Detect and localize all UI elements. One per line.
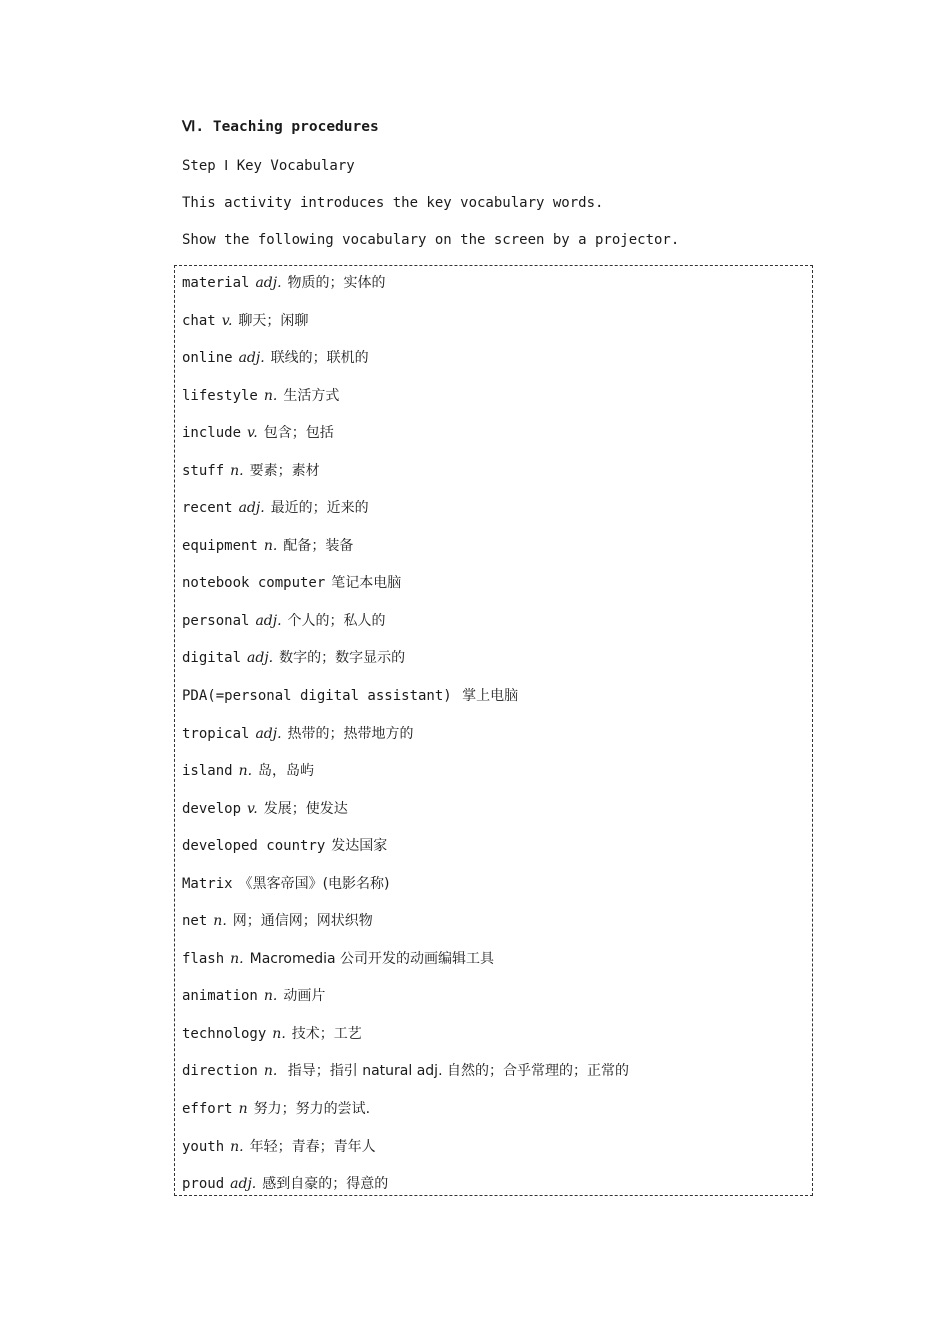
section-heading: Ⅵ. Teaching procedures [182, 119, 379, 135]
vocabulary-item [182, 610, 629, 648]
vocabulary-item [182, 948, 629, 986]
vocabulary-part-of-speech: n. [238, 763, 253, 780]
vocabulary-meaning: 岛，岛屿 [258, 763, 315, 780]
vocabulary-word: flash [182, 950, 225, 967]
vocabulary-meaning: 要素；素材 [249, 462, 320, 479]
vocabulary-part-of-speech: adj. [230, 1176, 257, 1193]
vocabulary-word: recent [182, 500, 233, 517]
vocabulary-part-of-speech: n. [230, 950, 244, 967]
vocabulary-meaning: 数字的；数字显示的 [279, 650, 406, 667]
vocabulary-part-of-speech: n. [263, 988, 278, 1005]
vocabulary-meaning: Macromedia 公司开发的动画编辑工具 [249, 950, 495, 967]
vocabulary-part-of-speech: n. [230, 1138, 244, 1155]
vocabulary-meaning: 生活方式 [283, 387, 340, 404]
vocabulary-word: proud [182, 1176, 225, 1193]
vocabulary-word: lifestyle [182, 387, 258, 404]
vocabulary-item [182, 835, 629, 873]
vocabulary-word: island [182, 763, 233, 780]
vocabulary-meaning: 联线的；联机的 [270, 350, 369, 367]
vocabulary-meaning: 聊天；闲聊 [238, 312, 309, 329]
vocabulary-part-of-speech: n. [272, 1025, 286, 1042]
vocabulary-meaning: 个人的；私人的 [287, 612, 386, 629]
vocabulary-item [182, 422, 629, 460]
vocabulary-word: digital [182, 650, 242, 667]
vocabulary-meaning: 技术；工艺 [291, 1025, 362, 1042]
vocabulary-meaning: 感到自豪的；得意的 [262, 1176, 389, 1193]
vocabulary-meaning: 指导；指引 natural adj. 自然的；合乎常理的；正常的 [283, 1063, 629, 1080]
vocabulary-word: equipment [182, 537, 258, 554]
vocabulary-item [182, 910, 629, 948]
vocabulary-part-of-speech: n [238, 1101, 248, 1118]
vocabulary-word: develop [182, 800, 242, 817]
vocabulary-part-of-speech: v. [247, 425, 258, 442]
vocabulary-meaning: 年轻；青春；青年人 [249, 1138, 376, 1155]
step-title: Step Ⅰ Key Vocabulary [182, 158, 355, 174]
vocabulary-meaning: 网；通信网；网状织物 [232, 913, 373, 930]
vocabulary-item [182, 873, 629, 911]
vocabulary-word: tropical [182, 725, 250, 742]
vocabulary-part-of-speech: adj. [255, 612, 282, 629]
vocabulary-item [182, 535, 629, 573]
vocabulary-word: chat [182, 312, 216, 329]
vocabulary-item [182, 1173, 629, 1211]
vocabulary-word: youth [182, 1138, 225, 1155]
vocabulary-part-of-speech: n. [263, 537, 278, 554]
vocabulary-item [182, 385, 629, 423]
vocabulary-part-of-speech: adj. [247, 650, 274, 667]
vocabulary-part-of-speech: v. [221, 312, 233, 329]
vocabulary-item [182, 460, 629, 498]
vocabulary-item [182, 497, 629, 535]
vocabulary-part-of-speech: adj. [255, 725, 282, 742]
vocabulary-item [182, 647, 629, 685]
vocabulary-part-of-speech: adj. [238, 500, 265, 517]
vocabulary-part-of-speech: n. [263, 1063, 278, 1080]
vocabulary-meaning: 最近的；近来的 [270, 500, 369, 517]
vocabulary-box [174, 265, 813, 1196]
vocabulary-word: stuff [182, 462, 225, 479]
vocabulary-word: net [182, 913, 208, 930]
instruction-line: Show the following vocabulary on the screen by a projector. [182, 232, 680, 248]
vocabulary-part-of-speech: n. [263, 387, 278, 404]
vocabulary-part-of-speech: v. [247, 800, 258, 817]
vocabulary-part-of-speech: n. [213, 913, 227, 930]
vocabulary-item [182, 347, 629, 385]
vocabulary-meaning: 掌上电脑 [457, 688, 519, 705]
vocabulary-item [182, 760, 629, 798]
vocabulary-word: direction [182, 1063, 258, 1080]
vocabulary-word: notebook computer [182, 575, 326, 592]
vocabulary-item [182, 1060, 629, 1098]
vocabulary-item [182, 798, 629, 836]
vocabulary-item [182, 1136, 629, 1174]
vocabulary-meaning: 动画片 [283, 988, 326, 1005]
vocabulary-item [182, 272, 629, 310]
vocabulary-list [182, 272, 629, 1211]
vocabulary-meaning: 配备；装备 [283, 537, 354, 554]
vocabulary-item [182, 685, 629, 723]
vocabulary-word: Matrix [182, 875, 233, 892]
vocabulary-word: online [182, 350, 233, 367]
vocabulary-item [182, 985, 629, 1023]
vocabulary-meaning: 发达国家 [331, 838, 388, 855]
vocabulary-meaning: 努力；努力的尝试. [253, 1101, 371, 1118]
vocabulary-item [182, 1023, 629, 1061]
vocabulary-meaning: 包含；包括 [263, 425, 334, 442]
vocabulary-meaning: 热带的；热带地方的 [287, 725, 414, 742]
vocabulary-word: PDA(=personal digital assistant) [182, 688, 452, 705]
vocabulary-word: personal [182, 612, 250, 629]
vocabulary-part-of-speech: n. [230, 462, 244, 479]
vocabulary-word: technology [182, 1025, 267, 1042]
vocabulary-word: developed country [182, 838, 326, 855]
vocabulary-item [182, 572, 629, 610]
vocabulary-item [182, 1098, 629, 1136]
vocabulary-meaning: 发展；使发达 [263, 800, 348, 817]
vocabulary-meaning: 《黑客帝国》(电影名称) [238, 875, 390, 892]
vocabulary-item [182, 310, 629, 348]
vocabulary-word: material [182, 275, 250, 291]
vocabulary-word: animation [182, 988, 258, 1005]
vocabulary-part-of-speech: adj. [255, 275, 282, 291]
vocabulary-word: include [182, 425, 242, 442]
vocabulary-word: effort [182, 1101, 233, 1118]
vocabulary-meaning: 物质的；实体的 [287, 275, 386, 291]
intro-line: This activity introduces the key vocabulary words. [182, 195, 604, 211]
vocabulary-meaning: 笔记本电脑 [331, 575, 402, 592]
vocabulary-item [182, 723, 629, 761]
vocabulary-part-of-speech: adj. [238, 350, 265, 367]
